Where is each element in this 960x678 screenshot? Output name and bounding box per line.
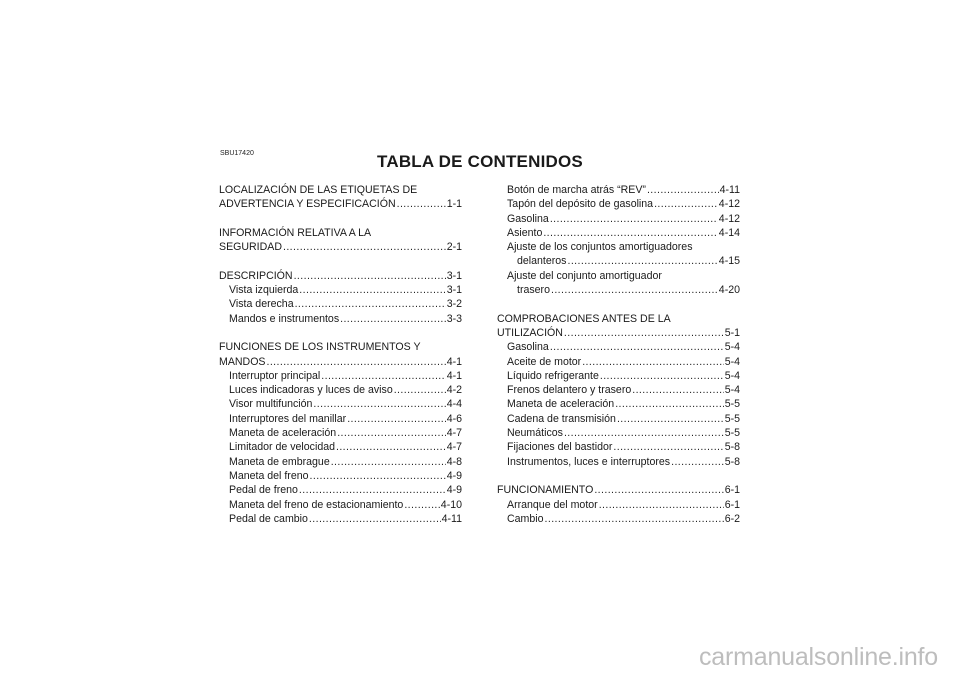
toc-entry-label: trasero	[517, 284, 550, 297]
toc-leader	[283, 240, 446, 254]
toc-entry[interactable]	[497, 355, 740, 369]
toc-page-number: 4-11	[719, 184, 740, 196]
toc-entry-label: Tapón del depósito de gasolina	[507, 198, 654, 211]
toc-leader	[337, 426, 446, 440]
toc-leader	[321, 369, 445, 383]
toc-page-number: 4-4	[446, 398, 462, 411]
toc-entry[interactable]	[497, 326, 740, 340]
toc-entry-label: MANDOS	[219, 355, 266, 368]
toc-entry-label: Arranque del motor	[507, 498, 598, 511]
toc-entry[interactable]	[219, 183, 462, 197]
toc-entry[interactable]	[219, 340, 462, 354]
toc-entry-label: Fijaciones del bastidor	[507, 441, 613, 454]
toc-entry-label: Líquido refrigerante	[507, 369, 599, 382]
toc-entry-label: Vista derecha	[229, 298, 294, 311]
toc-entry-label: COMPROBACIONES ANTES DE LA	[497, 312, 671, 325]
toc-leader	[313, 397, 445, 411]
toc-entry-label: Maneta de embrague	[229, 455, 330, 468]
toc-leader	[613, 440, 723, 454]
page-title: TABLA DE CONTENIDOS	[377, 152, 583, 171]
toc-entry[interactable]	[497, 426, 740, 440]
toc-entry-label: Luces indicadoras y luces de aviso	[229, 384, 393, 397]
toc-entry[interactable]	[219, 512, 462, 526]
toc-entry-label: SEGURIDAD	[219, 241, 282, 254]
toc-entry[interactable]	[497, 440, 740, 454]
toc-left-column	[219, 183, 462, 526]
toc-leader	[394, 383, 446, 397]
toc-leader	[295, 297, 446, 311]
toc-entry[interactable]	[219, 269, 462, 283]
toc-leader	[299, 483, 446, 497]
toc-page-number: 4-15	[718, 255, 740, 268]
toc-page-number: 6-1	[724, 498, 740, 511]
watermark: carmanualsonline.info	[698, 643, 938, 671]
toc-entry[interactable]	[497, 512, 740, 526]
toc-entry[interactable]	[219, 383, 462, 397]
toc-page-number: 4-1	[446, 355, 462, 368]
toc-entry-label: Limitador de velocidad	[229, 441, 335, 454]
toc-page-number: 4-12	[718, 212, 740, 225]
toc-entry[interactable]	[497, 369, 740, 383]
toc-leader	[404, 498, 439, 512]
toc-entry[interactable]	[219, 397, 462, 411]
toc-leader	[397, 197, 446, 211]
toc-entry[interactable]	[497, 312, 740, 326]
toc-leader	[331, 455, 446, 469]
toc-leader	[340, 312, 446, 326]
toc-entry[interactable]	[497, 340, 740, 354]
toc-page-number: 4-7	[446, 427, 462, 440]
document-code: SBU17420	[220, 150, 254, 157]
toc-entry-label: Neumáticos	[507, 427, 563, 440]
toc-entry-label: Asiento	[507, 226, 543, 239]
toc-leader	[550, 340, 724, 354]
toc-entry[interactable]	[497, 455, 740, 469]
toc-page-number: 4-12	[718, 198, 740, 211]
toc-page-number: 5-5	[724, 398, 740, 411]
toc-entry-label: FUNCIONES DE LOS INSTRUMENTOS Y	[219, 341, 421, 354]
toc-leader	[564, 426, 724, 440]
toc-entry[interactable]	[497, 397, 740, 411]
toc-entry-label: Maneta del freno	[229, 469, 309, 482]
toc-entry[interactable]	[219, 297, 462, 311]
toc-entry-label: Gasolina	[507, 212, 549, 225]
toc-entry-label: Gasolina	[507, 341, 549, 354]
toc-entry-label: Maneta de aceleración	[229, 427, 337, 440]
toc-leader	[615, 397, 724, 411]
toc-entry[interactable]	[497, 183, 740, 197]
toc-page-number: 4-2	[446, 384, 462, 397]
toc-leader	[564, 326, 724, 340]
toc-entry[interactable]	[497, 269, 740, 283]
toc-entry-label: Frenos delantero y trasero	[507, 384, 632, 397]
toc-page-number: 4-7	[446, 441, 462, 454]
toc-entry[interactable]	[497, 197, 740, 211]
toc-entry-label: Pedal de freno	[229, 484, 298, 497]
toc-leader	[267, 355, 446, 369]
toc-entry-label: DESCRIPCIÓN	[219, 269, 293, 282]
toc-leader	[310, 469, 446, 483]
toc-page-number: 5-4	[724, 355, 740, 368]
toc-leader	[632, 383, 723, 397]
toc-leader	[599, 498, 724, 512]
toc-page-number: 5-4	[724, 369, 740, 382]
toc-page-number: 4-1	[446, 369, 462, 382]
toc-entry-label: Ajuste del conjunto amortiguador	[507, 269, 662, 282]
toc-entry-label: FUNCIONAMIENTO	[497, 484, 594, 497]
toc-entry[interactable]	[219, 412, 462, 426]
toc-entry[interactable]	[219, 440, 462, 454]
toc-leader	[617, 412, 724, 426]
toc-entry-label: Mandos e instrumentos	[229, 312, 340, 325]
toc-entry-label: delanteros	[517, 255, 567, 268]
toc-leader	[550, 212, 718, 226]
toc-entry[interactable]	[219, 197, 462, 211]
toc-entry[interactable]	[219, 426, 462, 440]
toc-entry[interactable]	[497, 254, 740, 268]
toc-leader	[336, 440, 446, 454]
toc-leader	[299, 283, 445, 297]
toc-entry[interactable]	[497, 240, 740, 254]
toc-page-number: 3-1	[446, 284, 462, 297]
toc-page-number: 4-8	[446, 455, 462, 468]
toc-page-number: 4-9	[446, 484, 462, 497]
toc-leader	[309, 512, 441, 526]
toc-entry-label: Cadena de transmisión	[507, 412, 616, 425]
toc-entry[interactable]	[219, 483, 462, 497]
toc-page-number: 6-1	[724, 484, 740, 497]
toc-page-number: 5-4	[724, 384, 740, 397]
toc-entry[interactable]	[497, 212, 740, 226]
toc-leader	[347, 412, 446, 426]
toc-leader	[647, 183, 719, 197]
toc-page-number: 4-11	[441, 512, 462, 525]
toc-entry[interactable]	[219, 355, 462, 369]
toc-entry[interactable]	[497, 283, 740, 297]
toc-page-number: 1-1	[446, 198, 462, 211]
toc-page-number: 4-6	[446, 412, 462, 425]
toc-leader	[545, 512, 724, 526]
toc-entry[interactable]	[497, 483, 740, 497]
toc-page-number: 3-1	[446, 269, 462, 282]
toc-page-number: 4-10	[440, 498, 462, 511]
toc-entry-label: ADVERTENCIA Y ESPECIFICACIÓN	[219, 198, 396, 211]
toc-entry-label: INFORMACIÓN RELATIVA A LA	[219, 226, 372, 239]
toc-page-number: 5-4	[724, 341, 740, 354]
toc-leader	[294, 269, 446, 283]
toc-entry-label: Botón de marcha atrás “REV”	[507, 184, 646, 196]
toc-page-number: 4-20	[718, 284, 740, 297]
toc-leader	[582, 355, 723, 369]
toc-entry-label: UTILIZACIÓN	[497, 326, 563, 339]
toc-entry[interactable]	[497, 383, 740, 397]
toc-entry[interactable]	[497, 412, 740, 426]
toc-page-number: 5-1	[724, 326, 740, 339]
toc-entry-label: Maneta del freno de estacionamiento	[229, 498, 404, 511]
toc-entry-label: Pedal de cambio	[229, 512, 308, 525]
toc-page-number: 4-9	[446, 469, 462, 482]
toc-entry[interactable]	[219, 312, 462, 326]
toc-leader	[600, 369, 724, 383]
toc-entry-label: Instrumentos, luces e interruptores	[507, 455, 671, 468]
toc-page-number: 5-5	[724, 427, 740, 440]
toc-page-number: 3-2	[446, 298, 462, 311]
toc-leader	[551, 283, 718, 297]
toc-entry-label: Ajuste de los conjuntos amortiguadores	[507, 241, 693, 254]
toc-entry[interactable]	[219, 240, 462, 254]
toc-leader	[567, 254, 717, 268]
toc-entry-label: Interruptores del manillar	[229, 412, 347, 425]
toc-page-number: 2-1	[446, 241, 462, 254]
toc-entry-label: Maneta de aceleración	[507, 398, 615, 411]
toc-entry[interactable]	[219, 469, 462, 483]
toc-leader	[594, 483, 723, 497]
toc-page-number: 6-2	[724, 512, 740, 525]
toc-page-number: 4-14	[718, 226, 740, 239]
toc-entry[interactable]	[219, 283, 462, 297]
toc-page-number: 5-8	[724, 441, 740, 454]
toc-entry[interactable]	[219, 455, 462, 469]
toc-leader	[671, 455, 724, 469]
toc-entry-label: Vista izquierda	[229, 284, 299, 297]
toc-entry[interactable]	[219, 369, 462, 383]
toc-entry-label: Cambio	[507, 512, 544, 525]
toc-leader	[654, 197, 718, 211]
toc-entry[interactable]	[219, 226, 462, 240]
toc-right-column	[497, 183, 740, 526]
toc-entry[interactable]	[497, 226, 740, 240]
toc-entry-label: Visor multifunción	[229, 398, 313, 411]
toc-entry-label: Interruptor principal	[229, 369, 321, 382]
toc-entry-label: LOCALIZACIÓN DE LAS ETIQUETAS DE	[219, 184, 418, 196]
toc-entry-label: Aceite de motor	[507, 355, 582, 368]
toc-leader	[543, 226, 717, 240]
toc-entry[interactable]	[219, 498, 462, 512]
toc-page-number: 5-8	[724, 455, 740, 468]
toc-page-number: 3-3	[446, 312, 462, 325]
toc-page-number: 5-5	[724, 412, 740, 425]
toc-entry[interactable]	[497, 498, 740, 512]
